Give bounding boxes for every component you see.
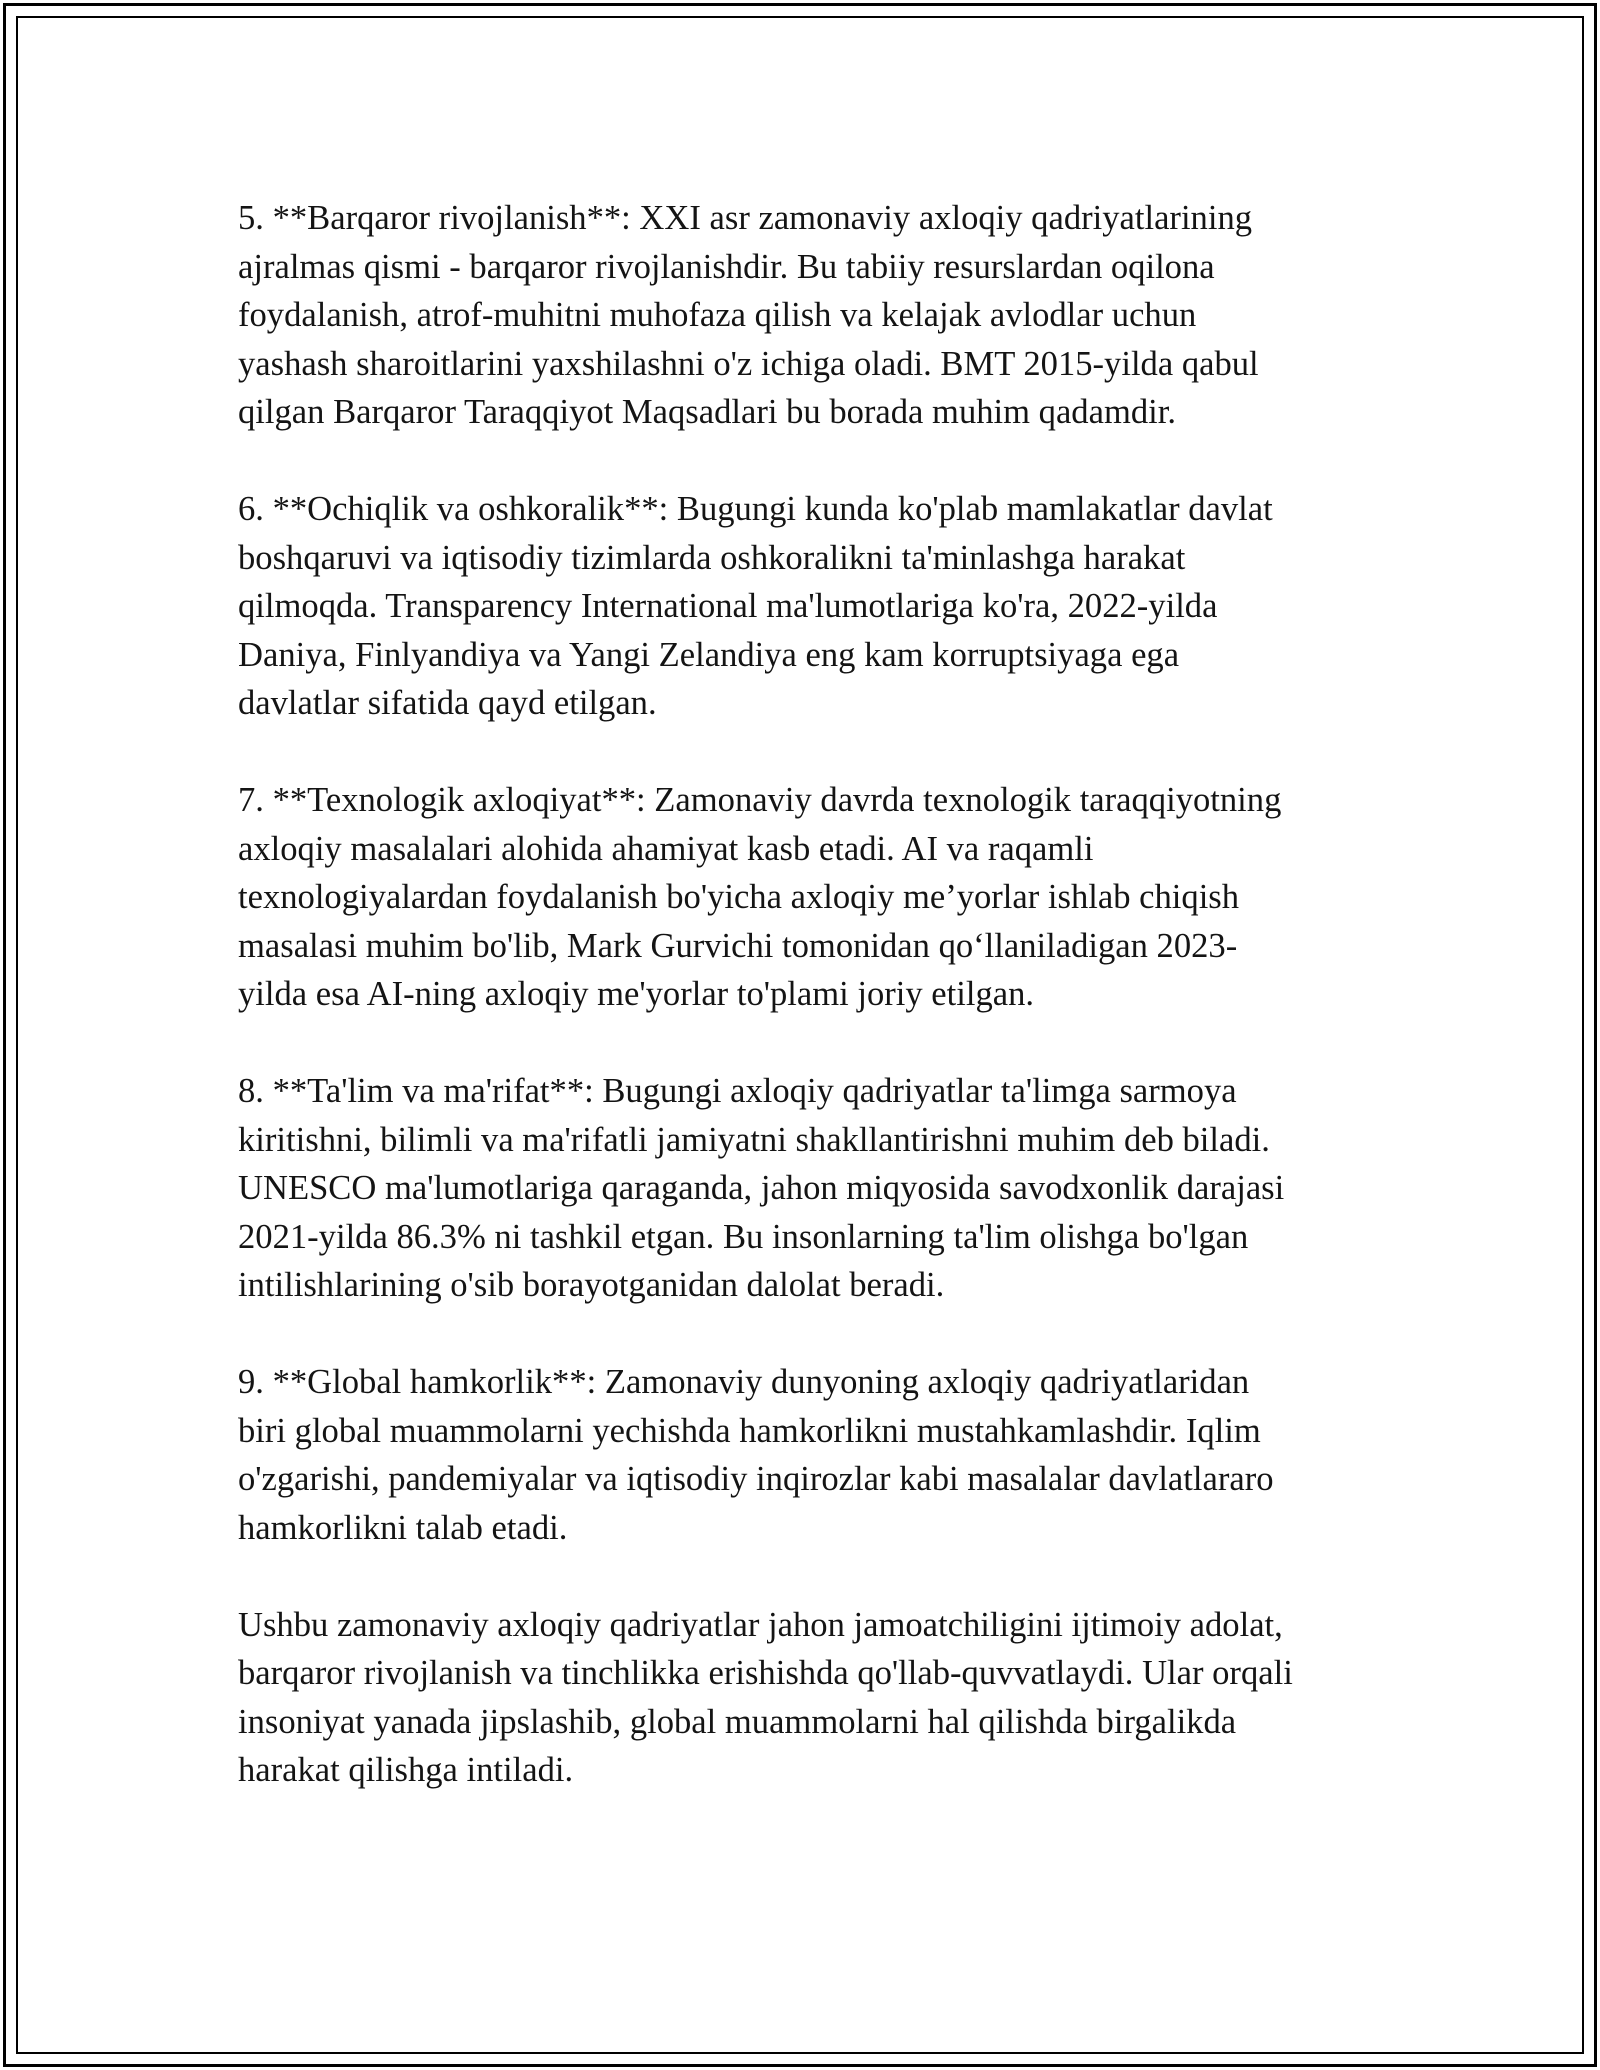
text-line: Ushbu zamonaviy axloqiy qadriyatlar jahon jamoatchiligini ijtimoiy adolat, (238, 1605, 1283, 1644)
page-frame (3, 3, 1597, 2067)
text-line: axloqiy masalalari alohida ahamiyat kasb etadi. AI va raqamli (238, 829, 1094, 868)
paragraph-barqaror-rivojlanish (238, 194, 1388, 437)
text-line: 5. **Barqaror rivojlanish**: XXI asr zamonaviy axloqiy qadriyatlarining (238, 199, 1253, 237)
document-body (238, 194, 1388, 1843)
text-line: boshqaruvi va iqtisodiy tizimlarda oshkoralikni ta'minlashga harakat (238, 538, 1186, 577)
text-line: yilda esa AI-ning axloqiy me'yorlar to'plami joriy etilgan. (238, 975, 1035, 1013)
text-line: 9. **Global hamkorlik**: Zamonaviy dunyoning axloqiy qadriyatlaridan (238, 1363, 1250, 1401)
text-line: Daniya, Finlyandiya va Yangi Zelandiya eng kam korruptsiyaga ega (238, 635, 1180, 674)
text-line: kiritishni, bilimli va ma'rifatli jamiyatni shakllantirishni muhim deb biladi. (238, 1120, 1270, 1159)
text-line: foydalanish, atrof-muhitni muhofaza qilish va kelajak avlodlar uchun (238, 296, 1197, 334)
text-line: qilgan Barqaror Taraqqiyot Maqsadlari bu borada muhim qadamdir. (238, 393, 1176, 431)
paragraph-xulosa (238, 1601, 1388, 1795)
text-line: insoniyat yanada jipslashib, global muammolarni hal qilishda birgalikda (238, 1702, 1237, 1741)
paragraph-global-hamkorlik (238, 1358, 1388, 1552)
paragraph-talim-va-marifat (238, 1067, 1388, 1310)
text-line: biri global muammolarni yechishda hamkorlikni mustahkamlashdir. Iqlim (238, 1411, 1261, 1450)
paragraph-texnologik-axloqiyat (238, 776, 1388, 1019)
text-line: barqaror rivojlanish va tinchlikka erishishda qo'llab-quvvatlaydi. Ular orqali (238, 1654, 1293, 1692)
text-line: intilishlarining o'sib borayotganidan dalolat beradi. (238, 1266, 945, 1304)
text-line: qilmoqda. Transparency International ma'lumotlariga ko'ra, 2022-yilda (238, 587, 1218, 625)
text-line: 6. **Ochiqlik va oshkoralik**: Bugungi kunda ko'plab mamlakatlar davlat (238, 490, 1273, 528)
text-line: o'zgarishi, pandemiyalar va iqtisodiy inqirozlar kabi masalalar davlatlararo (238, 1460, 1274, 1498)
text-line: davlatlar sifatida qayd etilgan. (238, 684, 657, 722)
text-line: 2021-yilda 86.3% ni tashkil etgan. Bu insonlarning ta'lim olishga bo'lgan (238, 1217, 1249, 1256)
paragraph-ochiqlik-va-oshkoralik (238, 485, 1388, 728)
text-line: masalasi muhim bo'lib, Mark Gurvichi tomonidan qo‘llaniladigan 2023- (238, 926, 1238, 965)
text-line: ajralmas qismi - barqaror rivojlanishdir. Bu tabiiy resurslardan oqilona (238, 247, 1215, 286)
text-line: 7. **Texnologik axloqiyat**: Zamonaviy davrda texnologik taraqqiyotning (238, 781, 1282, 819)
text-line: yashash sharoitlarini yaxshilashni o'z ichiga oladi. BMT 2015-yilda qabul (238, 344, 1259, 383)
text-line: UNESCO ma'lumotlariga qaraganda, jahon miqyosida savodxonlik darajasi (238, 1169, 1285, 1207)
text-line: harakat qilishga intiladi. (238, 1751, 574, 1789)
text-line: 8. **Ta'lim va ma'rifat**: Bugungi axloqiy qadriyatlar ta'limga sarmoya (238, 1072, 1237, 1110)
text-line: hamkorlikni talab etadi. (238, 1508, 568, 1547)
text-line: texnologiyalardan foydalanish bo'yicha axloqiy me’yorlar ishlab chiqish (238, 878, 1240, 916)
